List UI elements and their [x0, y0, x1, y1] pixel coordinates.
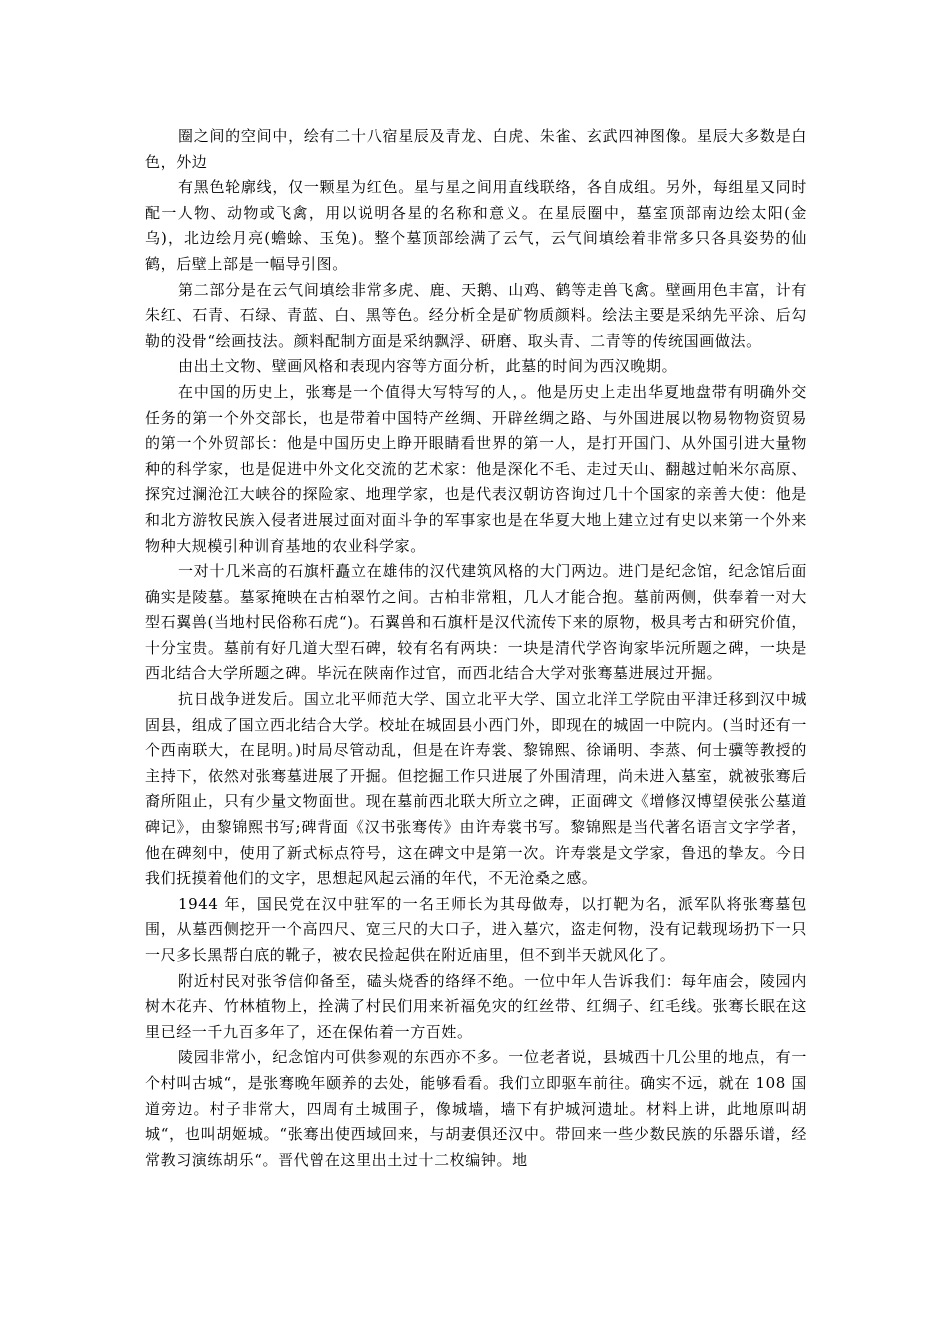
paragraph-2: 有黑色轮廓线，仅一颗星为红色。星与星之间用直线联络，各自成组。另外，每组星又同时配一人物、动物或飞禽，用以说明各星的名称和意义。在星辰圈中，墓室顶部南边绘太阳(金乌)，北边绘月亮(蟾蜍、玉兔)。整个墓顶部绘满了云气，云气间填绘着非常多只各具姿势的仙鹤，后壁上部是一幅导引图。 [145, 178, 807, 273]
paragraph-5: 在中国的历史上，张骞是一个值得大写特写的人，。他是历史上走出华夏地盘带有明确外交任务的第一个外交部长，也是带着中国特产丝绸、开辟丝绸之路、与外国进展以物易物物资贸易的第一个外贸部长：他是中国历史上睁开眼睛看世界的第一人，是打开国门、从外国引进大量物种的科学家，也是促进中外文化交流的艺术家：他是深化不毛、走过天山、翻越过帕米尔高原、探究过澜沧江大峡谷的探险家、地理学家，也是代表汉朝访咨询过几十个国家的亲善大使：他是和北方游牧民族入侵者进展过面对面斗争的军事家也是在华夏大地上建立过有史以来第一个外来物种大规模引种训育基地的农业科学家。 [145, 382, 807, 555]
paragraph-7: 抗日战争迸发后。国立北平师范大学、国立北平大学、国立北洋工学院由平津迁移到汉中城固县，组成了国立西北结合大学。校址在城固县小西门外，即现在的城固一中院内。(当时还有一个西南联大，在昆明。)时局尽管动乱，但是在许寿裳、黎锦熙、徐诵明、李蒸、何士骥等教授的主持下，依然对张骞墓进展了开掘。但挖掘工作只进展了外围清理，尚未进入墓室，就被张骞后裔所阻止，只有少量文物面世。现在墓前西北联大所立之碑，正面碑文《增修汉博望侯张公墓道碑记》，由黎锦熙书写;碑背面《汉书张骞传》由许寿裳书写。黎锦熙是当代著名语言文字学者，他在碑刻中，使用了新式标点符号，这在碑文中是第一次。许寿裳是文学家，鲁迅的挚友。今日我们抚摸着他们的文字，思想起风起云涌的年代，不无沧桑之感。 [145, 690, 807, 888]
paragraph-6: 一对十几米高的石旗杆矗立在雄伟的汉代建筑风格的大门两边。进门是纪念馆，纪念馆后面确实是陵墓。墓冢掩映在古柏翠竹之间。古柏非常粗，几人才能合抱。墓前两侧，供奉着一对大型石翼兽(当地村民俗称石虎“)。石翼兽和石旗杆是汉代流传下来的原物，极具考古和研究价值，十分宝贵。墓前有好几道大型石碑，较有名有两块：一块是清代学咨询家毕沅所题之碑，一块是西北结合大学所题之碑。毕沅在陕南作过官，而西北结合大学对张骞墓进展过开掘。 [145, 562, 807, 683]
paragraph-1: 圈之间的空间中，绘有二十八宿星辰及青龙、白虎、朱雀、玄武四神图像。星辰大多数是白色，外边 [145, 127, 807, 171]
paragraph-3: 第二部分是在云气间填绘非常多虎、鹿、天鹅、山鸡、鹤等走兽飞禽。壁画用色丰富，计有朱红、石青、石绿、青蓝、白、黑等色。经分析全是矿物质颜料。绘法主要是采纳先平涂、后勾勒的没骨“绘画技法。颜料配制方面是采纳飘浮、研磨、取头青、二青等的传统国画做法。 [145, 280, 807, 350]
paragraph-9: 附近村民对张爷信仰备至，磕头烧香的络绎不绝。一位中年人告诉我们：每年庙会，陵园内树木花卉、竹林植物上，拴满了村民们用来祈福免灾的红丝带、红绸子、红毛线。张骞长眠在这里已经一千九百多年了，还在保佑着一方百姓。 [145, 971, 807, 1041]
paragraph-4: 由出土文物、壁画风格和表现内容等方面分析，此墓的时间为西汉晚期。 [178, 357, 678, 376]
paragraph-10: 陵园非常小，纪念馆内可供参观的东西亦不多。一位老者说，县城西十几公里的地点，有一个村叫古城“，是张骞晚年颐养的去处，能够看看。我们立即驱车前往。确实不远，就在 108 国道旁边。村子非常大，四周有土城围子，像城墙，墙下有护城河遗址。材料上讲，此地原叫胡城“，也叫胡姬城。“张骞出使西域回来，与胡妻俱还汉中。带回来一些少数民族的乐器乐谱，经常教习演练胡乐“。晋代曾在这里出土过十二枚编钟。地 [145, 1048, 807, 1169]
document-body [145, 124, 807, 1173]
paragraph-8: 1944 年，国民党在汉中驻军的一名王师长为其母做寿，以打靶为名，派军队将张骞墓包围，从墓西侧挖开一个高四尺、宽三尺的大口子，进入墓穴，盗走何物，没有记载现场扔下一只一尺多长黑帮白底的靴子，被农民捡起供在附近庙里，但不到半天就风化了。 [145, 894, 807, 964]
